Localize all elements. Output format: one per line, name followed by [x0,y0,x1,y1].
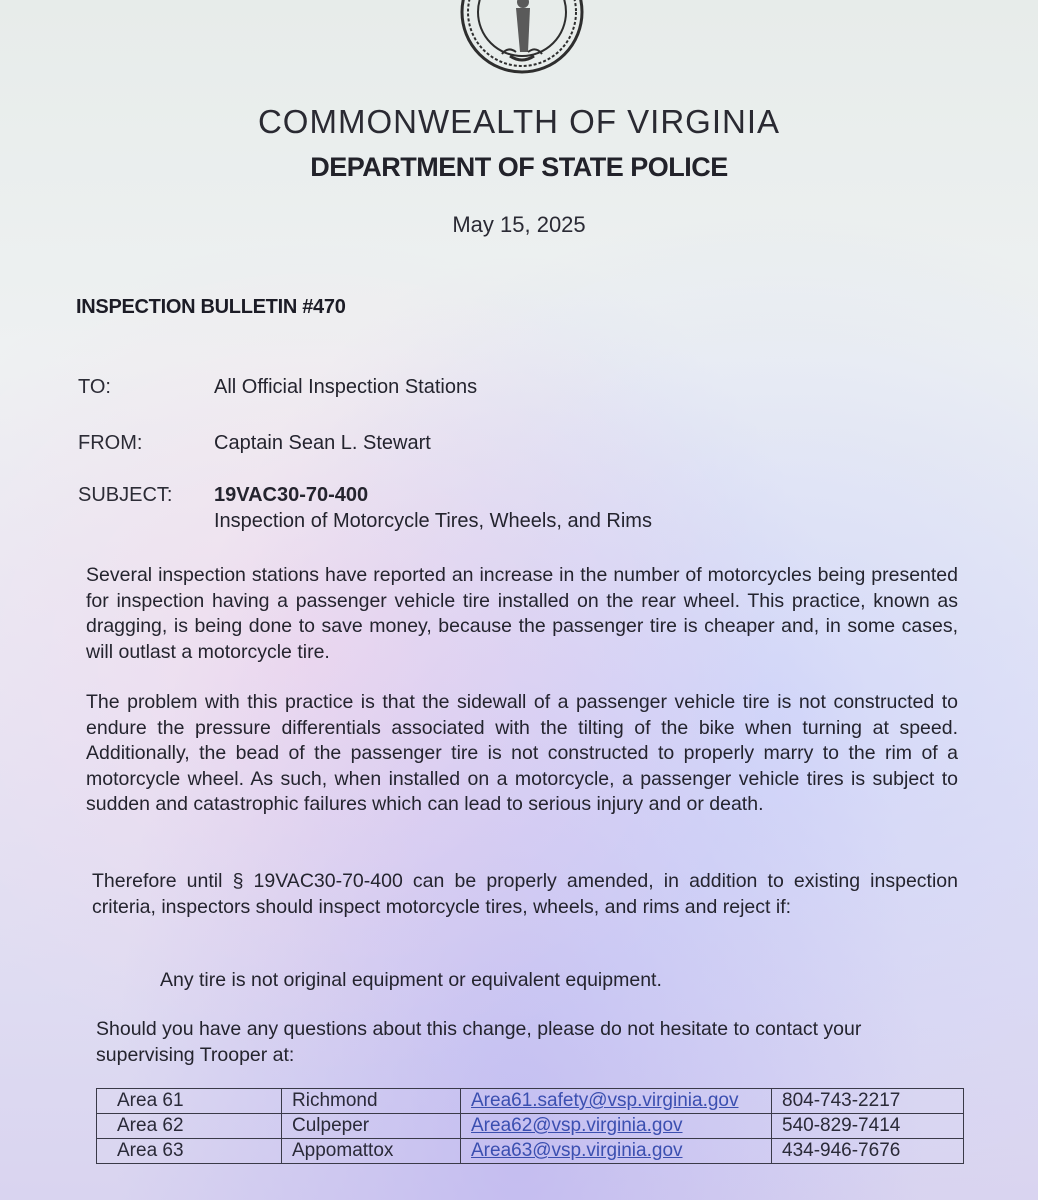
city-cell: Culpeper [282,1114,461,1139]
subject-label: SUBJECT: [78,484,173,506]
contacts-table [96,1088,964,1164]
email-link[interactable]: Area62@vsp.virginia.gov [461,1114,772,1139]
department-name: DEPARTMENT OF STATE POLICE [310,152,728,182]
area-cell: Area 63 [97,1139,282,1164]
paragraph-contact: Should you have any questions about this change, please do not hesitate to contact your supervising Trooper at: [96,1018,862,1066]
document-date: May 15, 2025 [452,212,586,237]
table-row [97,1114,964,1139]
phone-cell: 540-829-7414 [772,1114,964,1139]
table-row [97,1089,964,1114]
area-cell: Area 61 [97,1089,282,1114]
email-link[interactable]: Area61.safety@vsp.virginia.gov [461,1089,772,1114]
email-link[interactable]: Area63@vsp.virginia.gov [461,1139,772,1164]
phone-cell: 434-946-7676 [772,1139,964,1164]
to-label: TO: [78,376,111,398]
document-title: COMMONWEALTH OF VIRGINIA [257,103,781,140]
virginia-state-seal-icon [458,0,586,76]
area-cell: Area 62 [97,1114,282,1139]
phone-cell: 804-743-2217 [772,1089,964,1114]
subject-code: 19VAC30-70-400 [214,484,369,506]
to-value: All Official Inspection Stations [214,376,478,398]
city-cell: Richmond [282,1089,461,1114]
from-label: FROM: [78,432,143,454]
bulletin-title: INSPECTION BULLETIN #470 [76,296,346,318]
rejection-criterion: Any tire is not original equipment or equivalent equipment. [160,969,662,991]
paragraph-criteria-intro: Therefore until § 19VAC30-70-400 can be properly amended, in addition to existing inspection criteria, inspectors should inspect motorcycle tires, wheels, and rims and reject if: [92,870,958,918]
city-cell: Appomattox [282,1139,461,1164]
subject-text: Inspection of Motorcycle Tires, Wheels, and Rims [214,510,652,532]
paragraph-problem: The problem with this practice is that the sidewall of a passenger vehicle tire is not constructed to endure the pressure differentials associated with the tilting of the bike when turning at speed. Additionally, the bead of the passenger tire is not constructed to properly marry to the rim of a motorcycle wheel. As such, when installed on a motorcycle, a passenger vehicle tires is subject to sudden and catastrophic failures which can lead to serious injury and or death. [86,691,958,815]
from-value: Captain Sean L. Stewart [214,432,431,454]
paragraph-dragging-report: Several inspection stations have reported an increase in the number of motorcycles being presented for inspection having a passenger vehicle tire installed on the rear wheel. This practice, known as dragging, is being done to save money, because the passenger tire is cheaper and, in some cases, will outlast a motorcycle tire. [86,564,958,663]
table-row [97,1139,964,1164]
